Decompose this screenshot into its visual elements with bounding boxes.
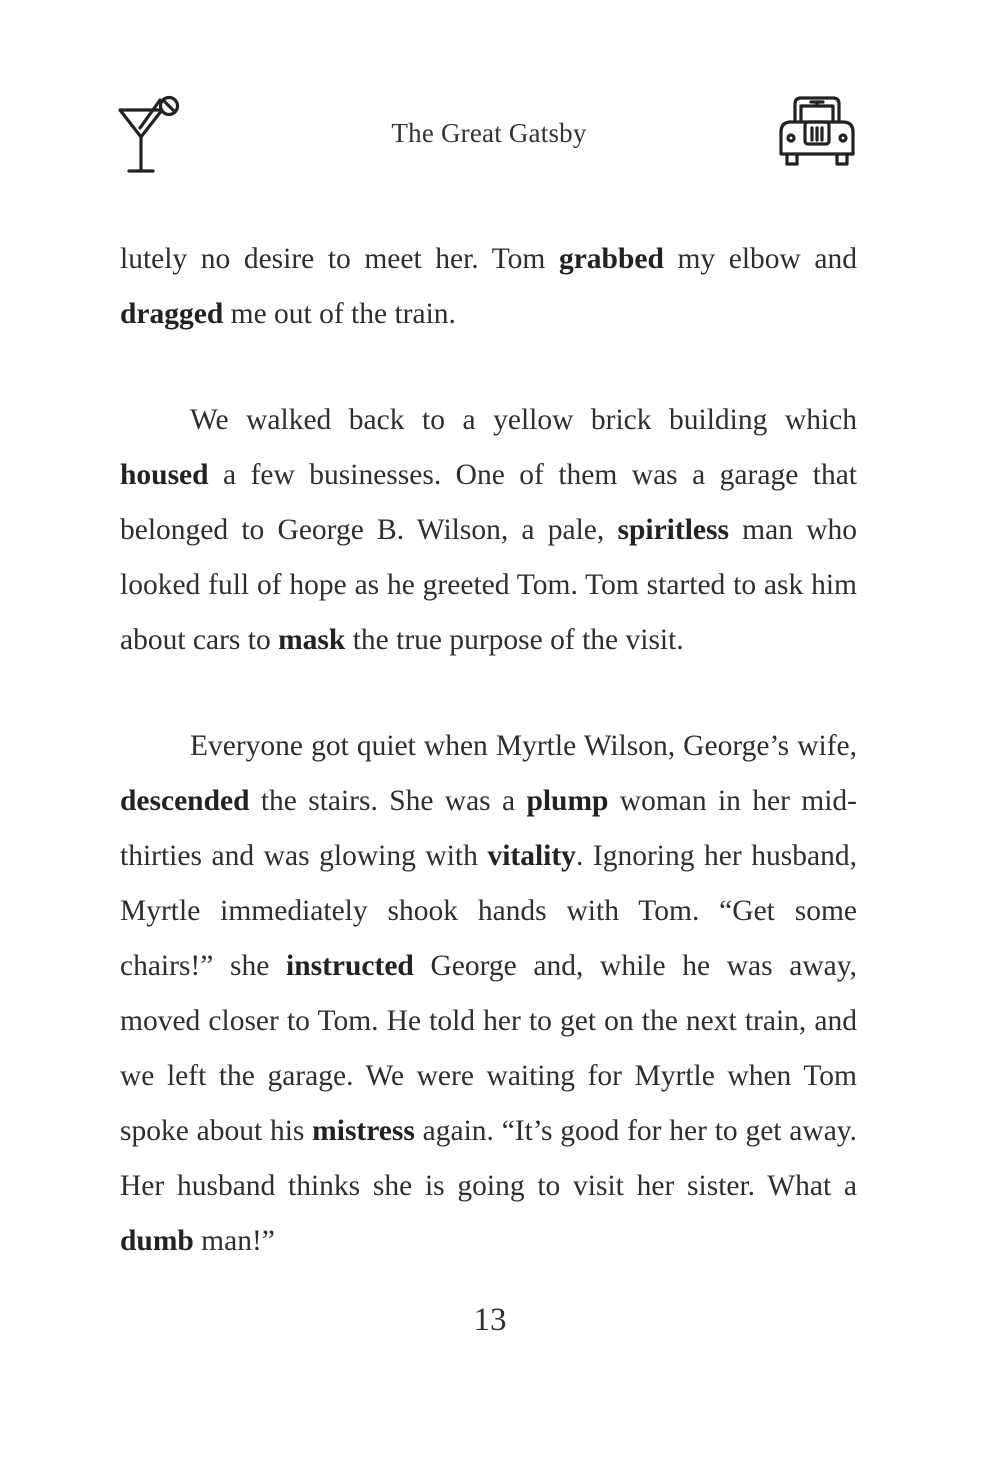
text-run: We walked back to a yellow brick building which — [190, 404, 857, 436]
paragraph — [120, 232, 857, 342]
text-run: . Ignoring her husband, Myrtle immediately shook hands with Tom. “Get some chairs!” she — [120, 840, 858, 982]
vocabulary-word: housed — [120, 459, 209, 491]
vocabulary-word: dragged — [120, 298, 224, 330]
vocabulary-word: dumb — [120, 1225, 194, 1257]
vocabulary-word: descended — [120, 785, 250, 817]
text-run: a few businesses. One of them was a garage that belonged to George B. Wilson, a pale, — [120, 459, 857, 546]
text-run: the true purpose of the visit. — [345, 624, 684, 656]
text-run: man who looked full of hope as he greeted Tom. Tom started to ask him about cars to — [120, 514, 858, 656]
text-run: woman in her mid-thirties and was glowing with — [120, 785, 857, 872]
text-run: again. “It’s good for her to get away. Her husband thinks she is going to visit her sister. What a — [120, 1115, 857, 1202]
vocabulary-word: vitality — [487, 840, 576, 872]
vocabulary-word: plump — [526, 785, 609, 817]
paragraph — [120, 719, 857, 1269]
vocabulary-word: spiritless — [617, 514, 729, 546]
vocabulary-word: mistress — [312, 1115, 415, 1147]
vocabulary-word: mask — [278, 624, 346, 656]
text-run: my elbow and — [663, 243, 857, 275]
text-run: Everyone got quiet when Myrtle Wilson, George’s wife, — [190, 730, 857, 762]
text-run: the stairs. She was a — [249, 785, 527, 817]
body-text — [120, 232, 857, 1269]
vocabulary-word: grabbed — [558, 243, 664, 275]
text-run: George and, while he was away, moved closer to Tom. He told her to get on the next train, and we left the garage. We were waiting for Myrtle when Tom spoke about his — [120, 950, 857, 1147]
running-header — [0, 90, 1000, 180]
vocabulary-word: instructed — [286, 950, 414, 982]
paragraph — [120, 393, 857, 668]
page-number: 13 — [473, 1302, 507, 1338]
text-run: man!” — [193, 1225, 275, 1257]
text-run: me out of the train. — [223, 298, 456, 330]
book-title: The Great Gatsby — [391, 118, 587, 148]
text-run: lutely no desire to meet her. Tom — [120, 243, 559, 275]
vintage-car-icon — [775, 92, 859, 176]
